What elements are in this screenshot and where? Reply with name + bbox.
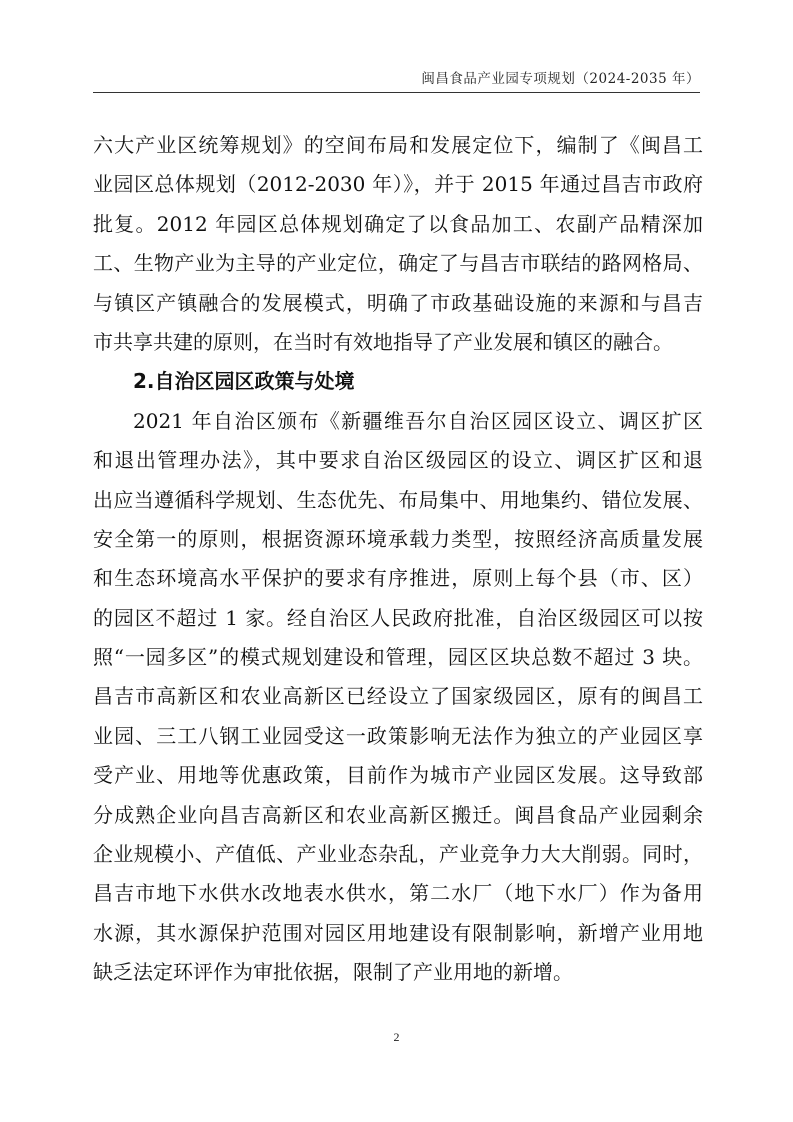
paragraph-line: 业园区总体规划（2012-2030 年）》，并于 2015 年通过昌吉市政府 (93, 172, 703, 197)
paragraph-line: 安全第一的原则，根据资源环境承载力类型，按照经济高质量发展 (93, 526, 703, 551)
paragraph-line: 与镇区产镇融合的发展模式，明确了市政基础设施的来源和与昌吉 (93, 290, 703, 315)
paragraph-line: 业园、三工八钢工业园受这一政策影响无法作为独立的产业园区享 (93, 723, 703, 748)
paragraph-line: 缺乏法定环评作为审批依据，限制了产业用地的新增。 (93, 960, 573, 985)
paragraph-line: 受产业、用地等优惠政策，目前作为城市产业园区发展。这导致部 (93, 763, 703, 788)
paragraph-line: 照“一园多区”的模式规划建设和管理，园区区块总数不超过 3 块。 (93, 645, 703, 670)
page-number: 2 (393, 1030, 400, 1044)
paragraph-line: 企业规模小、产值低、产业业态杂乱，产业竞争力大大削弱。同时， (93, 842, 703, 867)
paragraph-line: 批复。2012 年园区总体规划确定了以食品加工、农副产品精深加 (93, 211, 703, 236)
document-body (93, 126, 703, 993)
paragraph-line: 出应当遵循科学规划、生态优先、布局集中、用地集约、错位发展、 (93, 487, 703, 512)
paragraph-line: 市共享共建的原则，在当时有效地指导了产业发展和镇区的融合。 (93, 329, 673, 354)
header-rule (93, 92, 700, 93)
paragraph-line: 水源，其水源保护范围对园区用地建设有限制影响，新增产业用地 (93, 920, 703, 945)
paragraph-line: 和生态环境高水平保护的要求有序推进，原则上每个县（市、区） (93, 566, 703, 591)
paragraph-line: 昌吉市地下水供水改地表水供水，第二水厂（地下水厂）作为备用 (93, 881, 703, 906)
paragraph-line: 工、生物产业为主导的产业定位，确定了与昌吉市联结的路网格局、 (93, 251, 703, 276)
paragraph-line: 六大产业区统筹规划》的空间布局和发展定位下，编制了《闽昌工 (93, 133, 703, 157)
paragraph-line: 2021 年自治区颁布《新疆维吾尔自治区园区设立、调区扩区 (133, 408, 703, 433)
paragraph-line: 和退出管理办法》，其中要求自治区级园区的设立、调区扩区和退 (93, 448, 703, 473)
running-header-title: 闽昌食品产业园专项规划（2024-2035 年） (421, 71, 700, 87)
paragraph-line: 昌吉市高新区和农业高新区已经设立了国家级园区，原有的闽昌工 (93, 684, 703, 709)
paragraph-line: 的园区不超过 1 家。经自治区人民政府批准，自治区级园区可以按 (93, 605, 703, 630)
paragraph-line: 分成熟企业向昌吉高新区和农业高新区搬迁。闽昌食品产业园剩余 (93, 802, 703, 827)
section-heading: 2.自治区园区政策与处境 (133, 369, 355, 394)
